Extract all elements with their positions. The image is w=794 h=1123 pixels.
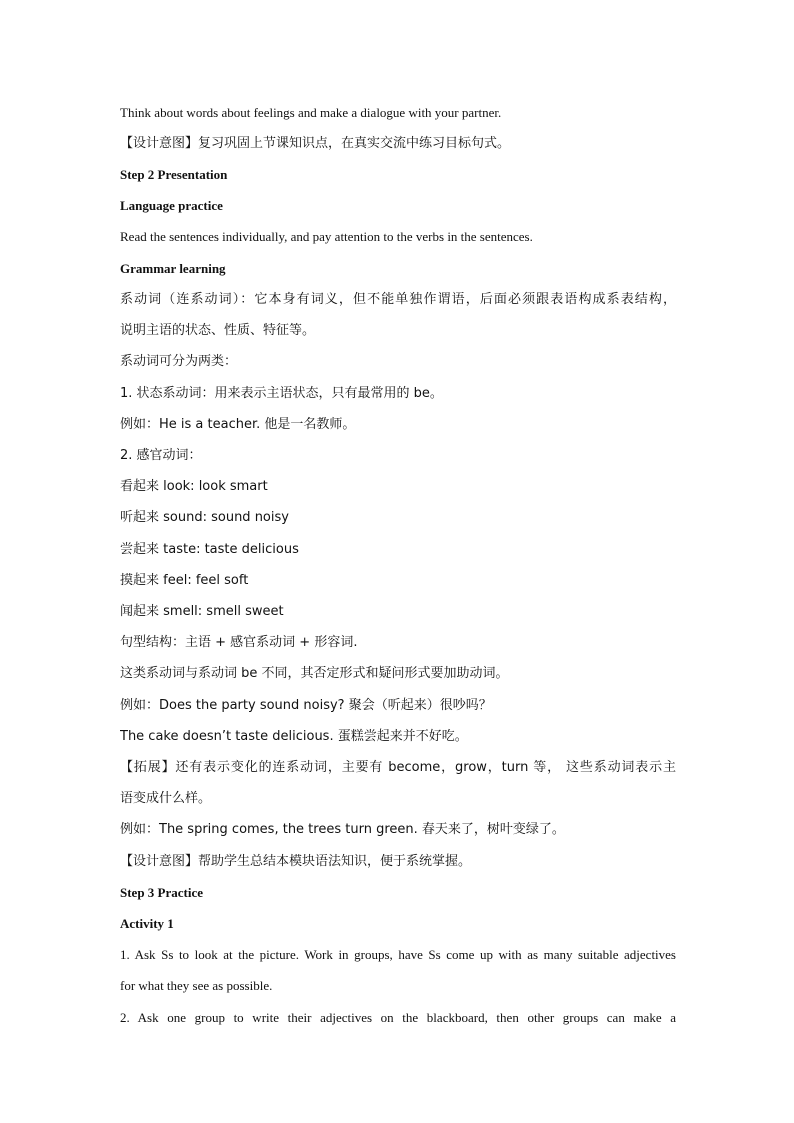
extension-note-1: 【拓展】还有表示变化的连系动词，主要有 become，grow，turn 等， 这些系动词表示主 (120, 760, 676, 775)
sense-sound: 听起来 sound: sound noisy (120, 510, 289, 525)
activity-1-step-1-b: for what they see as possible. (120, 978, 273, 993)
intro-instruction: Think about words about feelings and make a dialogue with your partner. (120, 105, 502, 120)
state-verb-item: 1. 状态系动词：用来表示主语状态，只有最常用的 be。 (120, 386, 443, 401)
sense-look: 看起来 look: look smart (120, 479, 268, 494)
step-3-heading: Step 3 Practice (120, 885, 204, 900)
sentence-structure: 句型结构：主语 + 感官系动词 + 形容词. (120, 635, 358, 650)
design-intent-2: 【设计意图】帮助学生总结本模块语法知识，便于系统掌握。 (120, 854, 472, 869)
linking-verb-types: 系动词可分为两类： (120, 354, 238, 369)
extension-note-2: 语变成什么样。 (120, 791, 212, 806)
grammar-learning-heading: Grammar learning (120, 261, 226, 276)
activity-1-step-2: 2. Ask one group to write their adjectives on the blackboard, then other groups can make a (120, 1010, 676, 1025)
example-he-is-teacher: 例如：He is a teacher. 他是一名教师。 (120, 417, 356, 432)
sense-verb-item: 2. 感官动词： (120, 448, 202, 463)
example-cake-delicious: The cake doesn’t taste delicious. 蛋糕尝起来并不好吃。 (120, 729, 468, 744)
example-party-noisy: 例如：Does the party sound noisy? 聚会（听起来）很吵吗？ (120, 698, 492, 713)
auxiliary-note: 这类系动词与系动词 be 不同，其否定形式和疑问形式要加助动词。 (120, 666, 509, 681)
step-2-heading: Step 2 Presentation (120, 167, 228, 182)
activity-1-step-1-a: 1. Ask Ss to look at the picture. Work in groups, have Ss come up with as many suitable adjectives (120, 947, 676, 962)
language-practice-heading: Language practice (120, 198, 223, 213)
example-spring: 例如：The spring comes, the trees turn green. 春天来了，树叶变绿了。 (120, 822, 565, 837)
activity-1-heading: Activity 1 (120, 916, 174, 931)
linking-verb-definition-2: 说明主语的状态、性质、特征等。 (120, 323, 316, 338)
sense-taste: 尝起来 taste: taste delicious (120, 542, 299, 557)
linking-verb-definition-1: 系动词（连系动词）：它本身有词义，但不能单独作谓语，后面必须跟表语构成系表结构， (120, 292, 676, 307)
read-sentences-instruction: Read the sentences individually, and pay attention to the verbs in the sentences. (120, 229, 533, 244)
sense-feel: 摸起来 feel: feel soft (120, 573, 249, 588)
design-intent-1: 【设计意图】复习巩固上节课知识点，在真实交流中练习目标句式。 (120, 136, 511, 151)
sense-smell: 闻起来 smell: smell sweet (120, 604, 284, 619)
